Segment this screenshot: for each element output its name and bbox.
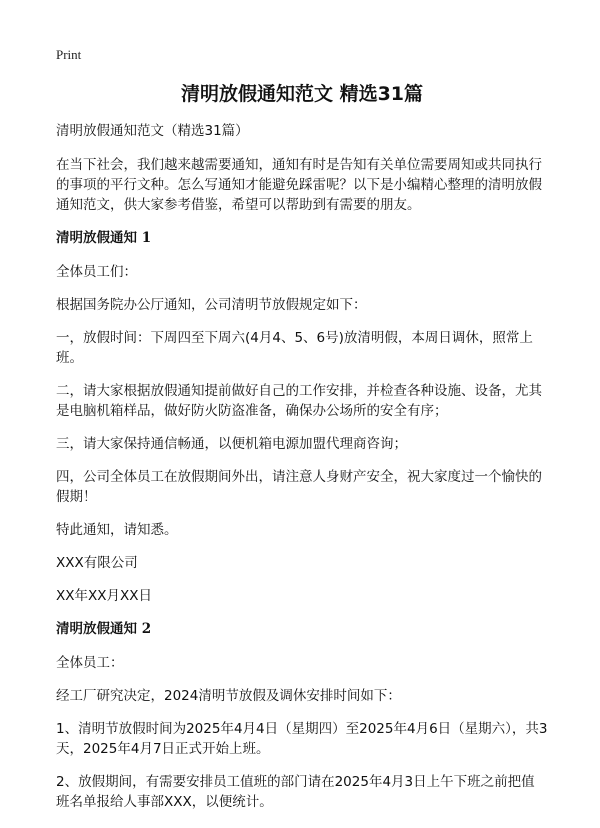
- paragraph: 四，公司全体员工在放假期间外出，请注意人身财产安全，祝大家度过一个愉快的假期！: [56, 469, 542, 505]
- company-name: XXX有限公司: [56, 555, 138, 571]
- notice-section-2: [56, 619, 548, 812]
- document-title: 清明放假通知范文 精选31篇: [180, 83, 424, 105]
- document-subtitle: 清明放假通知范文（精选31篇）: [56, 123, 249, 139]
- intro-paragraph: 在当下社会，我们越来越需要通知，通知有时是告知有关单位需要周知或共同执行的事项的平行文种。怎么写通知才能避免踩雷呢？以下是小编精心整理的清明放假通知范文，供大家参考借鉴，希望可以帮助到有需要的朋友。: [56, 157, 542, 213]
- section-heading: 清明放假通知 2: [56, 621, 152, 637]
- notice-date: XX年XX月XX日: [56, 588, 152, 604]
- print-label: Print: [56, 47, 82, 62]
- paragraph: 经工厂研究决定，2024清明节放假及调休安排时间如下：: [56, 688, 401, 704]
- paragraph: 1、清明节放假时间为2025年4月4日（星期四）至2025年4月6日（星期六），共3天，2025年4月7日正式开始上班。: [56, 721, 548, 757]
- notice-section-1: [56, 228, 548, 606]
- paragraph: 根据国务院办公厅通知，公司清明节放假规定如下：: [56, 297, 367, 313]
- paragraph: 全体员工们：: [56, 264, 137, 280]
- document-body: [56, 121, 548, 825]
- section-heading: 清明放假通知 1: [56, 230, 152, 246]
- paragraph: 一，放假时间：下周四至下周六(4月4、5、6号)放清明假，本周日调休，照常上班。: [56, 330, 533, 366]
- paragraph: 特此通知，请知悉。: [56, 522, 178, 538]
- paragraph: 二，请大家根据放假通知提前做好自己的工作安排，并检查各种设施、设备，尤其是电脑机箱样品，做好防火防盗准备，确保办公场所的安全有序；: [56, 383, 542, 419]
- paragraph: 2、放假期间，有需要安排员工值班的部门请在2025年4月3日上午下班之前把值班名单报给人事部XXX，以便统计。: [56, 774, 535, 810]
- paragraph: 三，请大家保持通信畅通，以便机箱电源加盟代理商咨询；: [56, 436, 407, 452]
- paragraph: 全体员工：: [56, 655, 124, 671]
